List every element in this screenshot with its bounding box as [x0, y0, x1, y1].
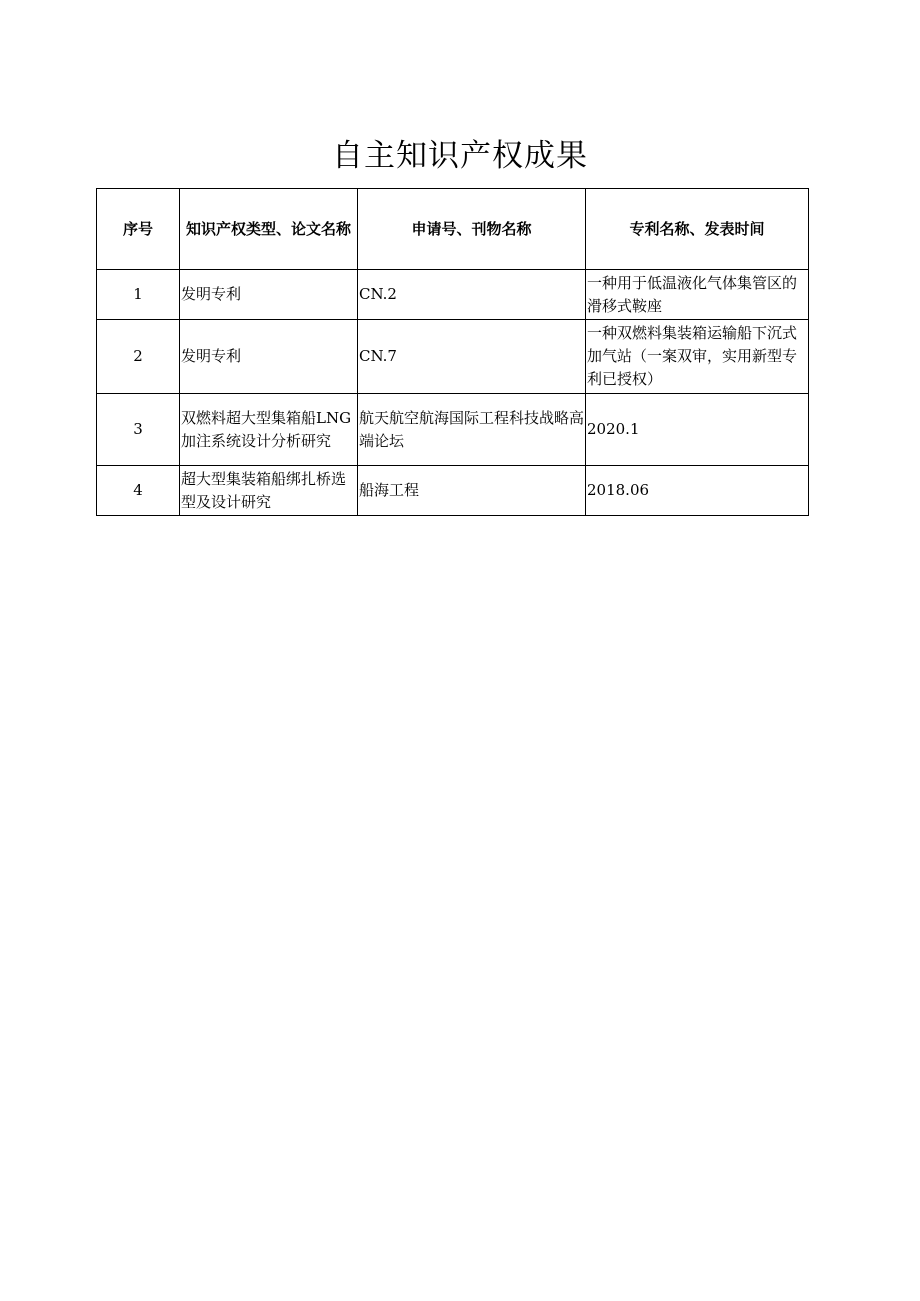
header-index: 序号	[97, 189, 180, 270]
cell-name-time: 2018.06	[586, 466, 809, 516]
cell-name-time: 一种双燃料集装箱运输船下沉式加气站（一案双审，实用新型专利已授权）	[586, 320, 809, 394]
cell-ip-type: 超大型集装箱船绑扎桥选型及设计研究	[180, 466, 358, 516]
page-title: 自主知识产权成果	[332, 138, 588, 174]
cell-index: 3	[97, 394, 180, 466]
table-row	[97, 394, 809, 466]
cell-ip-type: 发明专利	[180, 270, 358, 320]
cell-ip-type: 双燃料超大型集箱船LNG加注系统设计分析研究	[180, 394, 358, 466]
header-name-time: 专利名称、发表时间	[586, 189, 809, 270]
cell-application: 航天航空航海国际工程科技战略高端论坛	[358, 394, 586, 466]
header-application: 申请号、刊物名称	[358, 189, 586, 270]
header-ip-type: 知识产权类型、论文名称	[180, 189, 358, 270]
table-row	[97, 270, 809, 320]
cell-index: 1	[97, 270, 180, 320]
cell-name-time: 一种用于低温液化气体集管区的滑移式鞍座	[586, 270, 809, 320]
table-row	[97, 466, 809, 516]
table-header-row	[97, 189, 809, 270]
cell-application: 船海工程	[358, 466, 586, 516]
cell-index: 4	[97, 466, 180, 516]
cell-application: CN.7	[358, 320, 586, 394]
table-row	[97, 320, 809, 394]
cell-index: 2	[97, 320, 180, 394]
cell-name-time: 2020.1	[586, 394, 809, 466]
cell-ip-type: 发明专利	[180, 320, 358, 394]
ip-results-table	[96, 188, 809, 516]
cell-application: CN.2	[358, 270, 586, 320]
